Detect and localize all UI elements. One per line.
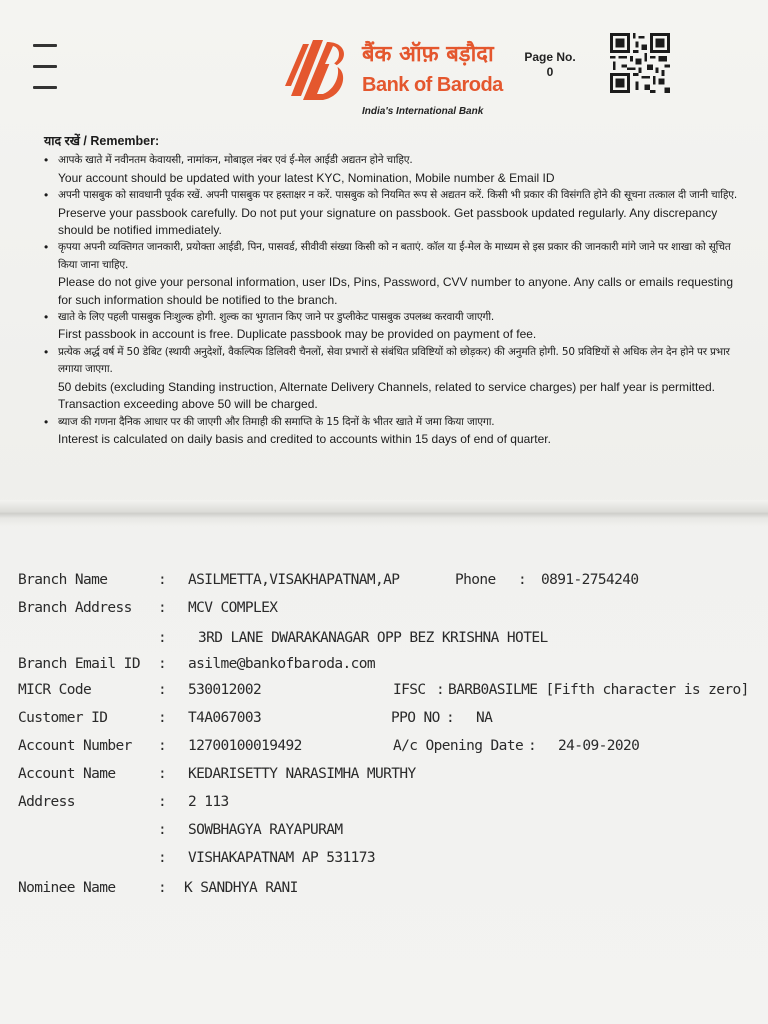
account-number-value: 12700100019492 — [188, 738, 302, 754]
ifsc-label: IFSC — [393, 682, 426, 698]
branch-address-line-1: MCV COMPLEX — [188, 600, 278, 616]
remember-item — [44, 187, 744, 239]
page-number-block — [520, 50, 580, 80]
address-line-3: VISHAKAPATNAM AP 531173 — [188, 850, 375, 866]
micr-label: MICR Code — [18, 682, 92, 698]
branch-name-value: ASILMETTA,VISAKHAPATNAM,AP — [188, 572, 400, 588]
opening-date-label: A/c Opening Date — [393, 738, 524, 754]
nominee-value: K SANDHYA RANI — [184, 880, 298, 896]
remember-item — [44, 152, 744, 187]
account-name-label: Account Name — [18, 766, 116, 782]
remember-item-english: Preserve your passbook carefully. Do not put your signature on passbook. Get passbook updated regularly. Any discrepancy should be notified immediately. — [58, 205, 718, 238]
micr-value: 530012002 — [188, 682, 262, 698]
customer-id-label: Customer ID — [18, 710, 108, 726]
remember-item-english: Your account should be updated with your latest KYC, Nomination, Mobile number & Email ID — [58, 170, 555, 185]
branch-name-label: Branch Name — [18, 572, 108, 588]
bullet-icon: • — [44, 240, 49, 255]
colon: : — [158, 682, 167, 698]
remember-item-english: First passbook in account is free. Duplicate passbook may be provided on payment of fee. — [58, 327, 537, 342]
menu-icon[interactable] — [33, 44, 57, 94]
bank-name-english: Bank of Baroda — [362, 74, 503, 96]
phone-value: 0891-2754240 — [541, 572, 639, 588]
colon: : — [158, 600, 167, 616]
page-fold — [0, 500, 768, 526]
colon: : — [436, 682, 445, 698]
remember-item-hindi: खाते के लिए पहली पासबुक निःशुल्क होगी. शुल्क का भुगतान किए जाने पर डुप्लीकेट पासबुक उपलब्ध करवायी जाएगी. — [58, 311, 495, 324]
bullet-icon: • — [44, 414, 49, 429]
page-number-value: 0 — [546, 65, 554, 79]
colon: : — [158, 880, 167, 896]
phone-label: Phone — [455, 572, 496, 588]
ppo-value: NA — [476, 710, 493, 726]
colon: : — [158, 710, 167, 726]
ifsc-value: BARB0ASILME [Fifth character is zero] — [448, 682, 749, 698]
remember-item-english: Please do not give your personal information, user IDs, Pins, Password, CVV number to anyone. Any calls or emails requesting for such information should be notified to the branch. — [58, 275, 734, 307]
remember-item-hindi: अपनी पासबुक को सावधानी पूर्वक रखें. अपनी पासबुक पर हस्ताक्षर न करें. पासबुक को नियमित रूप से अद्यतन करें. किसी भी प्रकार की विसंगति होने की सूचना तत्काल दी जानी चाहिए. — [58, 189, 738, 202]
remember-section — [44, 133, 744, 448]
baroda-sun-icon — [283, 36, 353, 106]
colon: : — [158, 738, 167, 754]
page-number-label: Page No. — [524, 50, 576, 64]
remember-item — [44, 309, 744, 344]
qr-code-icon — [610, 30, 670, 96]
colon: : — [158, 630, 167, 646]
remember-item-hindi: ब्याज की गणना दैनिक आधार पर की जाएगी और तिमाही की समाप्ति के 15 दिनों के भीतर खाते में जमा किया जाएगा. — [58, 415, 495, 428]
ppo-label: PPO NO — [391, 710, 440, 726]
remember-item — [44, 239, 744, 309]
remember-item-hindi: कृपया अपनी व्यक्तिगत जानकारी, प्रयोक्ता आईडी, पिन, पासवर्ड, सीवीवी संख्या किसी को न बताएं. कॉल या ई-मेल के माध्यम से इस प्रकार की जानकारी मांगे जाने पर शाखा को सूचित किया जाना चाहिए. — [58, 241, 731, 271]
account-name-value: KEDARISETTY NARASIMHA MURTHY — [188, 766, 416, 782]
remember-item — [44, 344, 744, 414]
bank-name-hindi: बैंक ऑफ़ बड़ौदा — [362, 42, 494, 67]
bank-tagline: India's International Bank — [362, 106, 484, 117]
account-number-label: Account Number — [18, 738, 132, 754]
colon: : — [158, 766, 167, 782]
nominee-label: Nominee Name — [18, 880, 116, 896]
bullet-icon: • — [44, 188, 49, 203]
remember-item-english: Interest is calculated on daily basis and credited to accounts within 15 days of end of quarter. — [58, 431, 551, 446]
remember-item-english: 50 debits (excluding Standing instruction, Alternate Delivery Channels, related to service charges) per half year is permitted. Transaction exceeding above 50 will be charged. — [58, 379, 716, 412]
address-line-2: SOWBHAGYA RAYAPURAM — [188, 822, 343, 838]
remember-item-hindi: प्रत्येक अर्द्ध वर्ष में 50 डेबिट (स्थायी अनुदेशों, वैकल्पिक डिलिवरी चैनलों, सेवा प्रभारों से संबंधित प्रविष्टियों को छोड़कर) की अनुमति होगी. 50 प्रविष्टियों से अधिक लेन देन होने पर प्रभार लगाया जाएगा. — [58, 345, 730, 376]
colon: : — [158, 794, 167, 810]
remember-item — [44, 414, 744, 449]
colon: : — [446, 710, 455, 726]
address-label: Address — [18, 794, 75, 810]
customer-id-value: T4A067003 — [188, 710, 262, 726]
branch-address-line-2: 3RD LANE DWARAKANAGAR OPP BEZ KRISHNA HOTEL — [198, 630, 548, 646]
bullet-icon: • — [44, 153, 49, 168]
branch-email-label: Branch Email ID — [18, 656, 140, 672]
bullet-icon: • — [44, 344, 49, 359]
colon: : — [528, 738, 537, 754]
branch-email-value: asilme@bankofbaroda.com — [188, 656, 375, 672]
branch-address-label: Branch Address — [18, 600, 132, 616]
remember-title: याद रखें / Remember: — [44, 134, 160, 148]
colon: : — [158, 572, 167, 588]
address-line-1: 2 113 — [188, 794, 229, 810]
colon: : — [158, 850, 167, 866]
remember-item-hindi: आपके खाते में नवीनतम केवायसी, नामांकन, मोबाइल नंबर एवं ई-मेल आईडी अद्यतन होने चाहिए. — [58, 154, 413, 167]
colon: : — [158, 822, 167, 838]
colon: : — [518, 572, 527, 588]
opening-date-value: 24-09-2020 — [558, 738, 640, 754]
bullet-icon: • — [44, 310, 49, 325]
colon: : — [158, 656, 167, 672]
